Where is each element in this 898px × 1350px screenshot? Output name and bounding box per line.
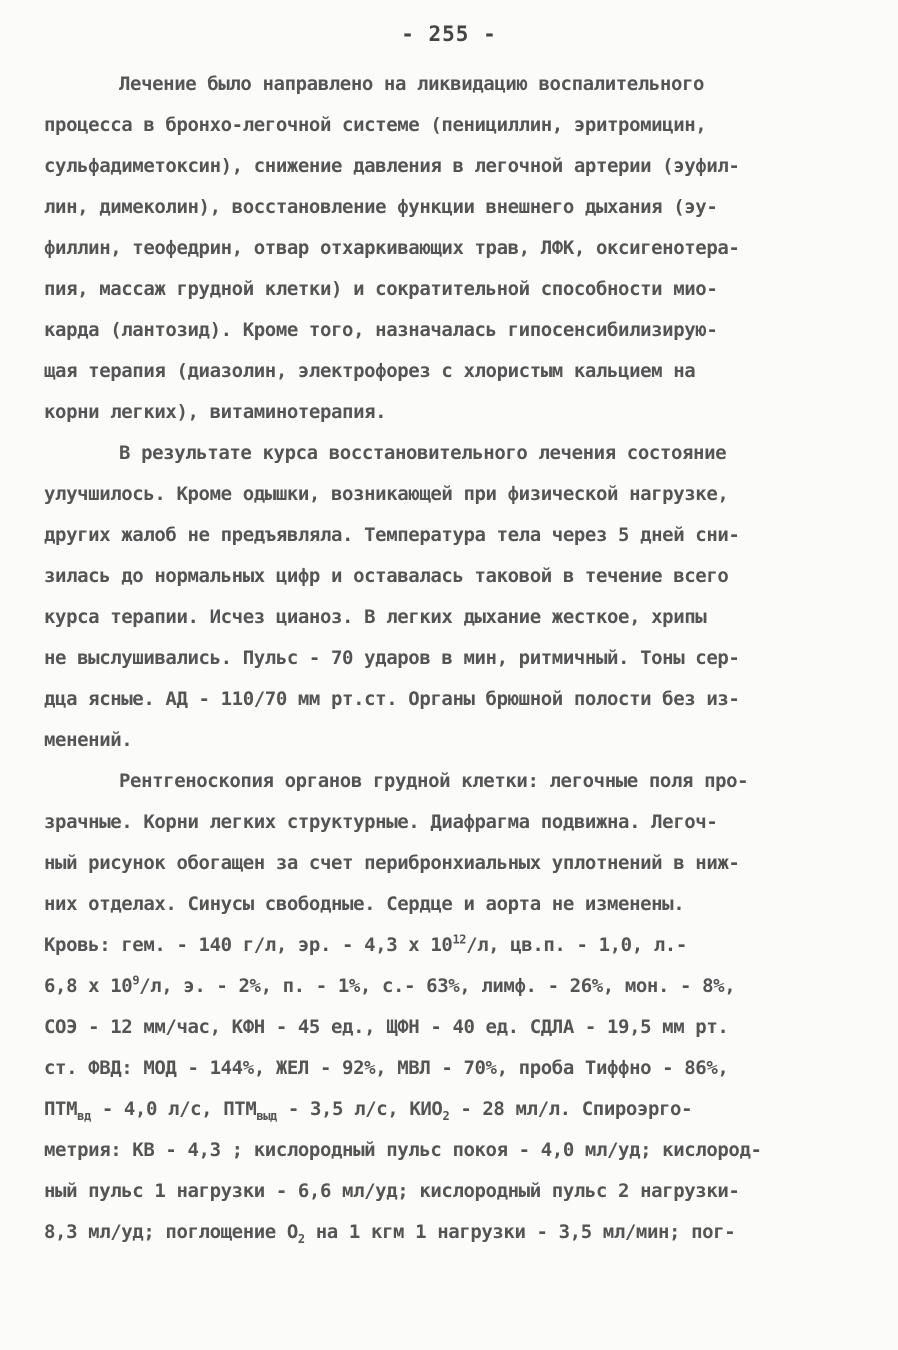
text-segment: - 4,0 л/с, ПТМ [90,1098,257,1120]
text-line: сульфадиметоксин), снижение давления в легочной артерии (эуфил- [44,155,740,177]
text-line: других жалоб не предъявляла. Температура тела через 5 дней сни- [44,524,740,546]
text-line: зилась до нормальных цифр и оставалась таковой в течение всего [44,565,729,587]
subscript: выд [256,1108,277,1123]
text-line: карда (лантозид). Кроме того, назначалась гипосенсибилизирую- [44,319,718,341]
page-number: - 255 - [401,22,497,46]
text-line: щая терапия (диазолин, электрофорез с хлористым кальцием на [44,360,696,382]
text-segment: /л, цв.п. - 1,0, л.- [466,934,687,956]
text-segment: - 28 мл/л. Спироэрго- [449,1098,693,1120]
text-line: не выслушивались. Пульс - 70 ударов в мин, ритмичный. Тоны сер- [44,647,740,669]
text-line: филлин, теофедрин, отвар отхаркивающих трав, ЛФК, оксигенотера- [44,237,740,259]
superscript: 12 [452,932,467,947]
text-line: процесса в бронхо-легочной системе (пенициллин, эритромицин, [44,114,707,136]
text-line: дца ясные. АД - 110/70 мм рт.ст. Органы брюшной полости без из- [44,688,740,710]
text-segment: ПТМ [44,1098,78,1120]
text-line: менений. [44,729,133,751]
text-line: ст. ФВД: МОД - 144%, ЖЕЛ - 92%, МВЛ - 70%, проба Тиффно - 86%, [44,1057,729,1079]
text-segment: 8,3 мл/уд; поглощение О [44,1221,298,1243]
text-line-spirometry [44,1089,762,1130]
text-line-leukocytes [44,966,762,1007]
text-line: ный рисунок обогащен за счет перибронхиальных уплотнений в ниж- [44,852,740,874]
text-line: Рентгеноскопия органов грудной клетки: легочные поля про- [119,770,749,792]
text-line: В результате курса восстановительного лечения состояние [119,442,727,464]
text-line: ный пульс 1 нагрузки - 6,6 мл/уд; кислородный пульс 2 нагрузки- [44,1180,740,1202]
text-line: курса терапии. Исчез цианоз. В легких дыхание жесткое, хрипы [44,606,707,628]
text-segment: /л, э. - 2%, п. - 1%, с.- 63%, лимф. - 26%, мон. - 8%, [139,975,736,997]
text-line: зрачные. Корни легких структурные. Диафрагма подвижна. Легоч- [44,811,718,833]
text-line: СОЭ - 12 мм/час, КФН - 45 ед., ЩФН - 40 ед. СДЛА - 19,5 мм рт. [44,1016,729,1038]
text-segment: - 3,5 л/с, КИО [276,1098,443,1120]
text-segment: Кровь: гем. - 140 г/л, эр. - 4,3 х 10 [44,934,453,956]
text-line-oxygen [44,1212,762,1253]
text-line: корни легких), витаминотерапия. [44,401,387,423]
text-line: лин, димеколин), восстановление функции внешнего дыхания (эу- [44,196,718,218]
subscript: 2 [297,1231,305,1246]
subscript: вд [77,1108,91,1123]
text-segment: на 1 кгм 1 нагрузки - 3,5 мл/мин; пог- [304,1221,736,1243]
document-body [44,64,762,1253]
text-line: улучшилось. Кроме одышки, возникающей при физической нагрузке, [44,483,729,505]
text-line: Лечение было направлено на ликвидацию воспалительного [119,73,705,95]
text-line-blood [44,925,762,966]
text-segment: 6,8 х 10 [44,975,133,997]
text-line: метрия: КВ - 4,3 ; кислородный пульс покоя - 4,0 мл/уд; кислород- [44,1139,762,1161]
superscript: 9 [132,973,140,988]
subscript: 2 [442,1108,450,1123]
text-line: пия, массаж грудной клетки) и сократительной способности мио- [44,278,718,300]
text-line: них отделах. Синусы свободные. Сердце и аорта не изменены. [44,893,685,915]
